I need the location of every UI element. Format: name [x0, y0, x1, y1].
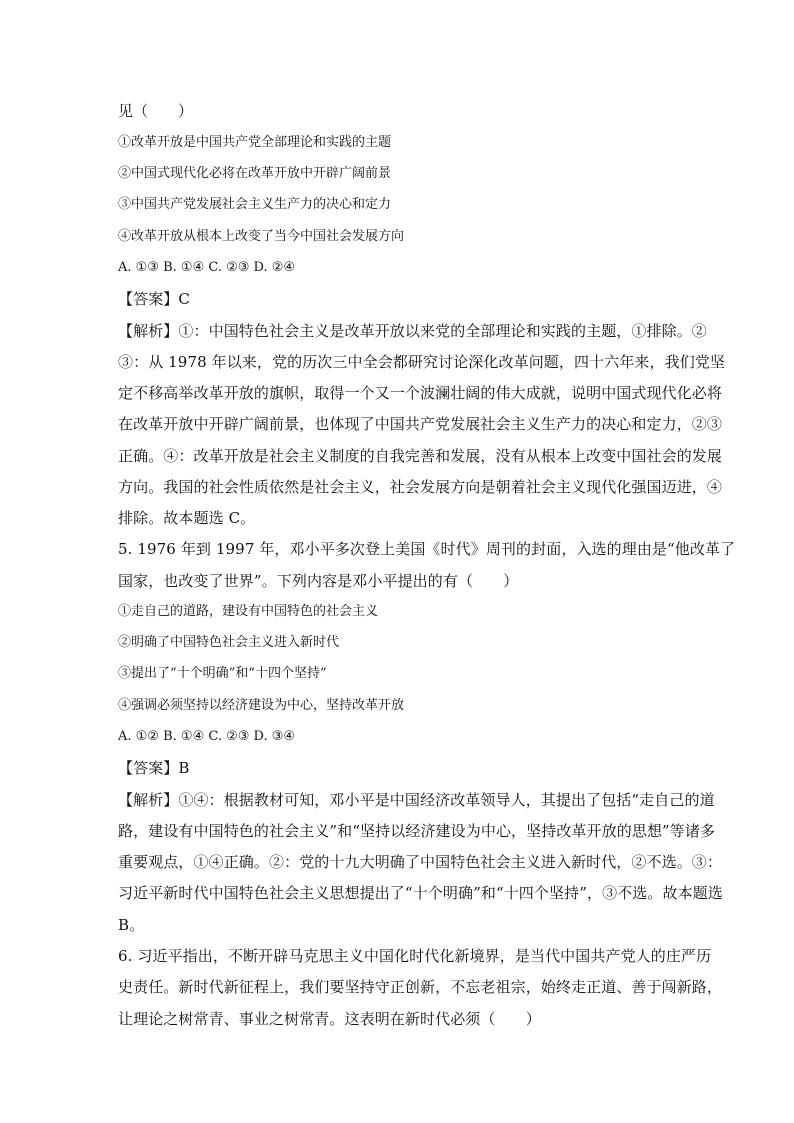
q5-answer: 【答案】B: [118, 759, 190, 777]
q4-analysis-line-3: 定不移高举改革开放的旗帜，取得一个又一个波澜壮阔的伟大成就，说明中国式现代化必将: [118, 384, 723, 402]
question-4-stem-end: 见（ ）: [118, 102, 194, 120]
q4-analysis-line-6: 方向。我国的社会性质依然是社会主义，社会发展方向是朝着社会主义现代化强国迈进，④: [118, 478, 723, 496]
question-5-stem-line-1: 5. 1976 年到 1997 年，邓小平多次登上美国《时代》周刊的封面，入选的理由是“他改革了: [118, 540, 736, 558]
q4-analysis-line-1: 【解析】①：中国特色社会主义是改革开放以来党的全部理论和实践的主题，①排除。②: [118, 322, 707, 340]
q4-statement-1: ①改革开放是中国共产党全部理论和实践的主题: [118, 135, 392, 150]
q4-answer: 【答案】C: [118, 290, 190, 308]
q5-analysis-line-5: B。: [118, 916, 145, 934]
q4-analysis-line-2: ③：从 1978 年以来，党的历次三中全会都研究讨论深化改革问题，四十六年来，我们党坚: [118, 353, 726, 371]
question-6-stem-line-3: 让理论之树常青、事业之树常青。这表明在新时代必须（ ）: [118, 1010, 541, 1028]
question-5-stem-line-2: 国家，也改变了世界”。下列内容是邓小平提出的有（ ）: [118, 572, 519, 590]
q5-analysis-line-3: 重要观点，①④正确。②：党的十九大明确了中国特色社会主义进入新时代，②不选。③：: [118, 853, 723, 871]
q5-statement-3: ③提出了“十个明确”和“十四个坚持”: [118, 666, 327, 681]
question-6-stem-line-2: 史责任。新时代新征程上，我们要坚持守正创新，不忘老祖宗，始终走正道、善于闯新路，: [118, 978, 723, 996]
q5-statement-4: ④强调必须坚持以经济建设为中心，坚持改革开放: [118, 698, 405, 713]
q5-statement-1: ①走自己的道路，建设有中国特色的社会主义: [118, 604, 379, 619]
q4-analysis-line-4: 在改革开放中开辟广阔前景，也体现了中国共产党发展社会主义生产力的决心和定力，②③: [118, 415, 723, 433]
q4-statement-2: ②中国式现代化必将在改革开放中开辟广阔前景: [118, 166, 392, 181]
q5-options: A. ①② B. ①④ C. ②③ D. ③④: [118, 729, 296, 744]
question-6-stem-line-1: 6. 习近平指出，不断开辟马克思主义中国化时代化新境界，是当代中国共产党人的庄严历: [118, 947, 712, 965]
q4-options: A. ①③ B. ①④ C. ②③ D. ②④: [118, 260, 296, 275]
q5-analysis-line-1: 【解析】①④：根据教材可知，邓小平是中国经济改革领导人，其提出了包括“走自己的道: [118, 791, 715, 809]
q5-analysis-line-4: 习近平新时代中国特色社会主义思想提出了“十个明确”和“十四个坚持”，③不选。故本题选: [118, 884, 723, 902]
q4-statement-4: ④改革开放从根本上改变了当今中国社会发展方向: [118, 229, 405, 244]
q4-statement-3: ③中国共产党发展社会主义生产力的决心和定力: [118, 197, 392, 212]
q4-analysis-line-7: 排除。故本题选 C。: [118, 509, 256, 527]
q5-statement-2: ②明确了中国特色社会主义进入新时代: [118, 635, 340, 650]
q5-analysis-line-2: 路，建设有中国特色的社会主义”和“坚持以经济建设为中心，坚持改革开放的思想”等诸多: [118, 822, 716, 840]
q4-analysis-line-5: 正确。④：改革开放是社会主义制度的自我完善和发展，没有从根本上改变中国社会的发展: [118, 447, 723, 465]
